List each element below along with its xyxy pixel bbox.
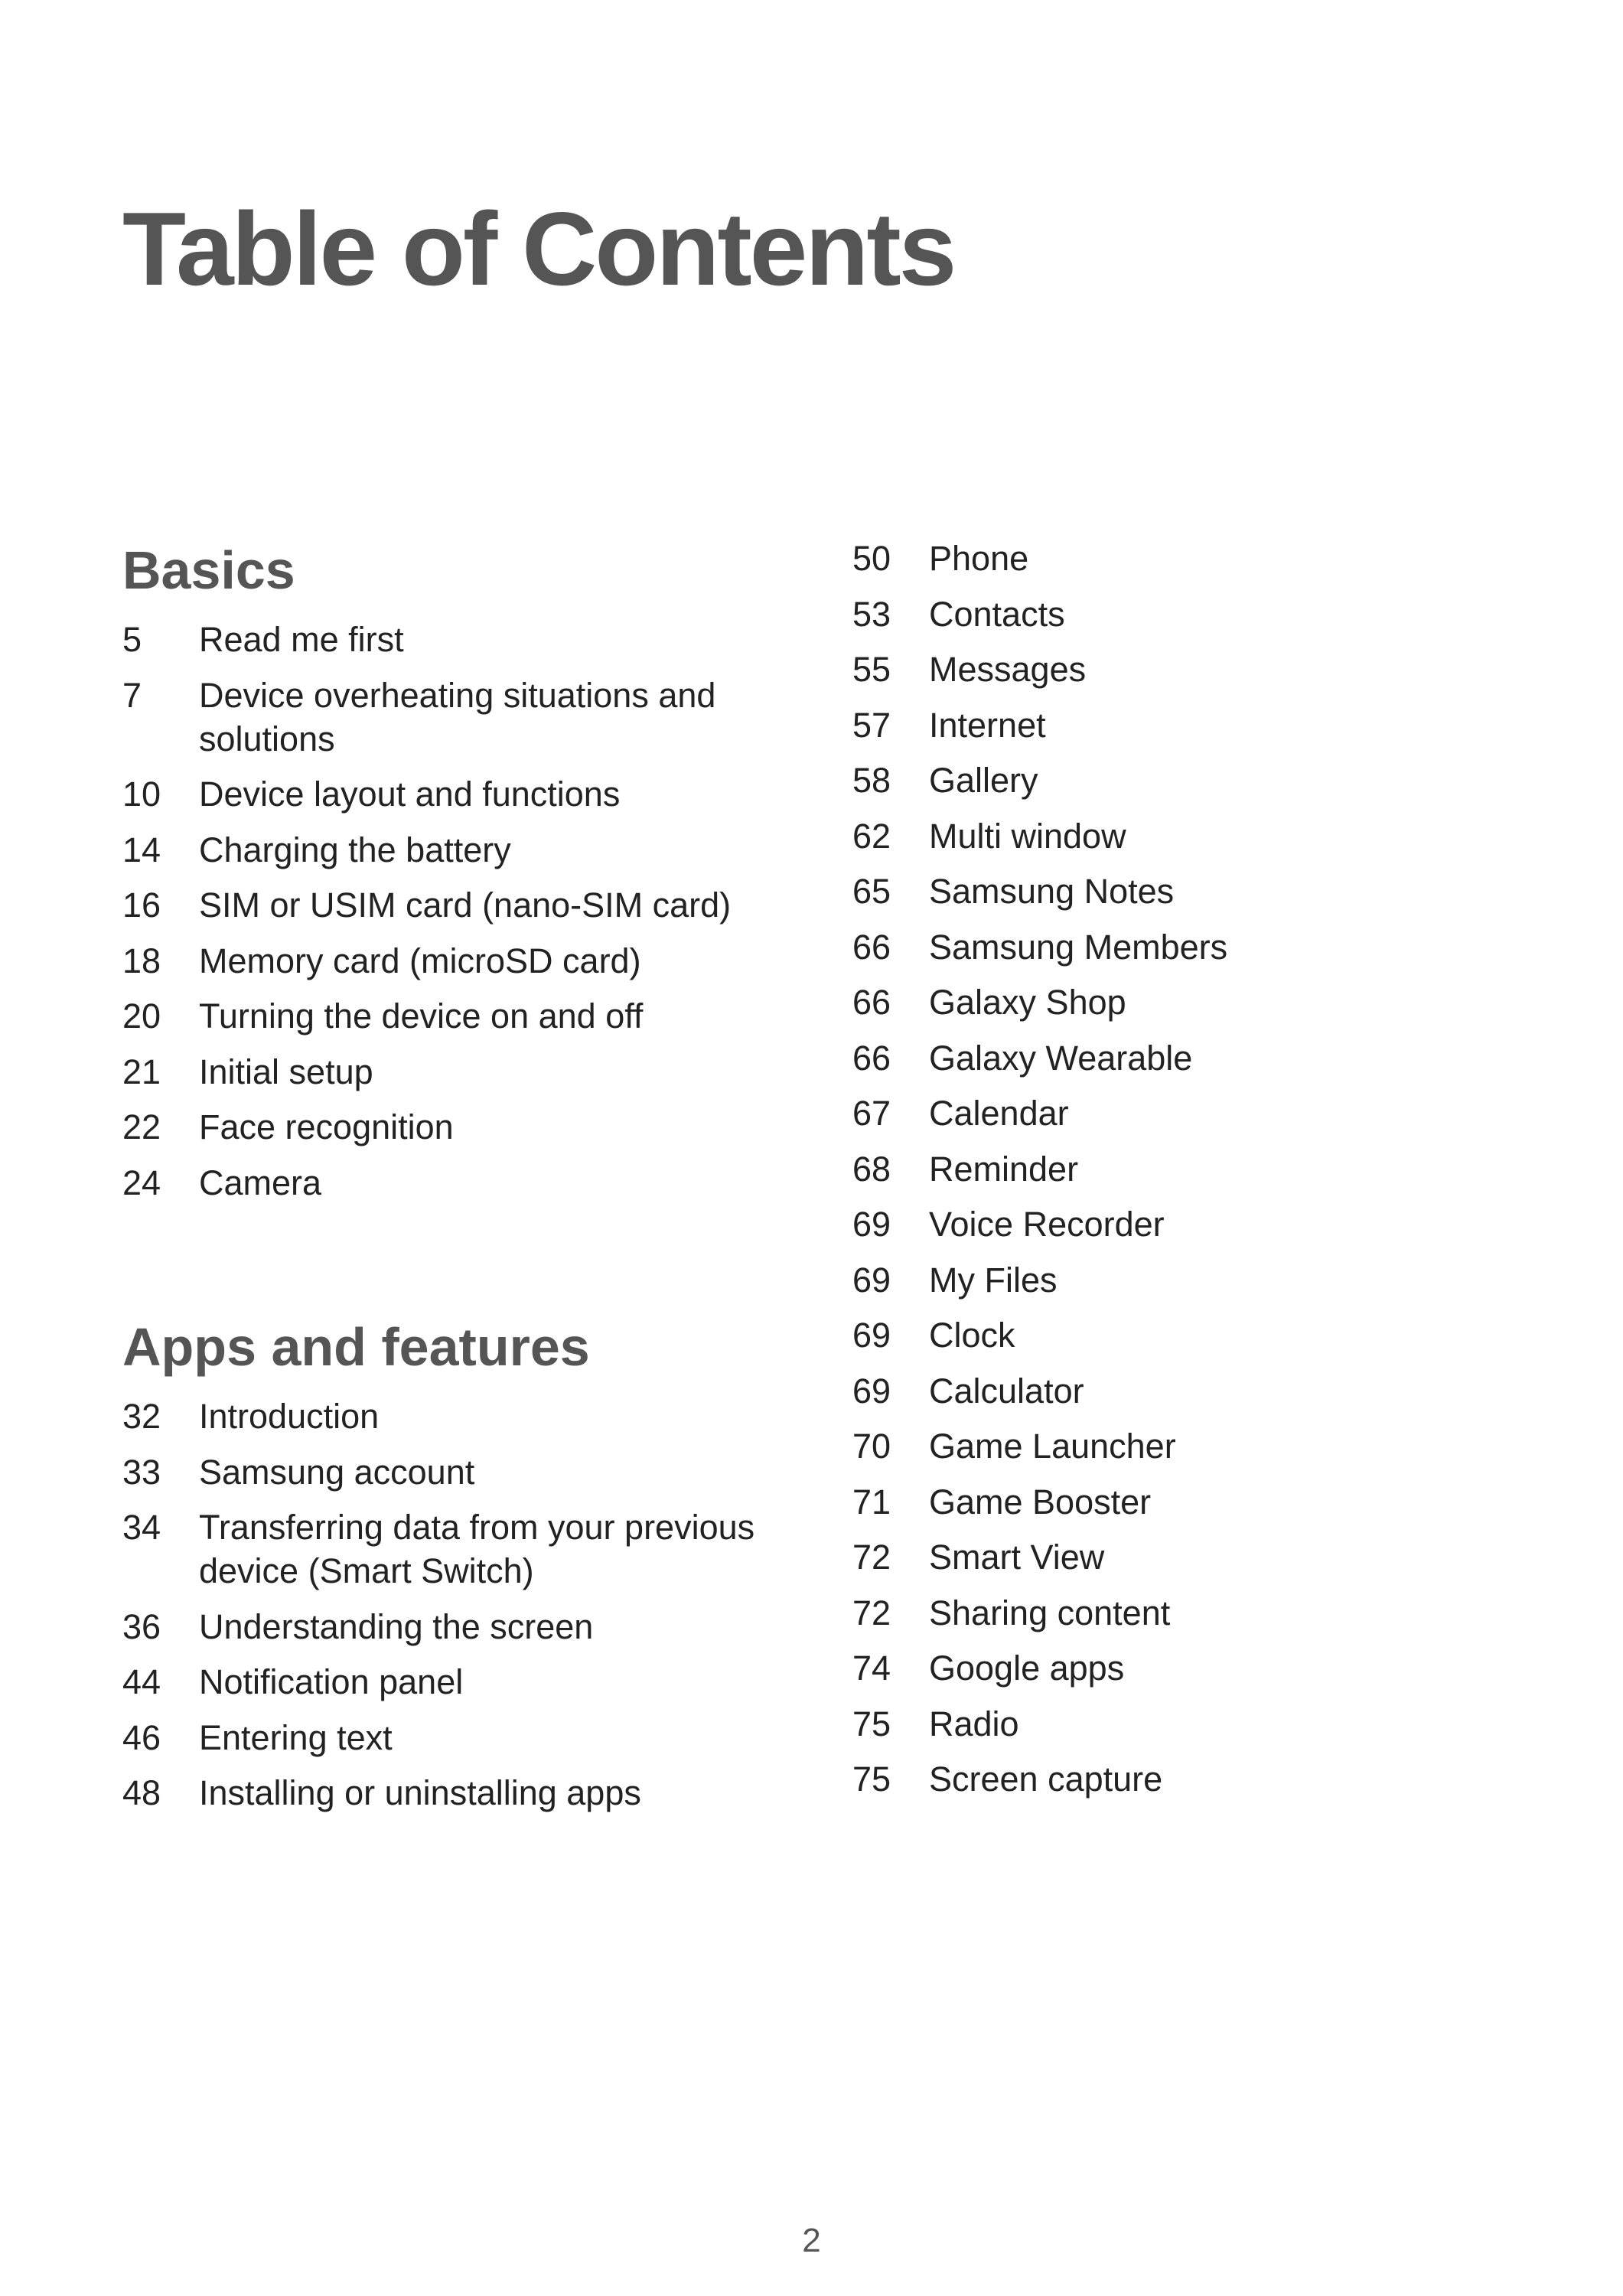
toc-page-number: 34: [122, 1508, 161, 1547]
toc-entry[interactable]: [852, 1702, 1541, 1746]
toc-entry[interactable]: [852, 1369, 1541, 1413]
toc-page-number: 66: [852, 983, 891, 1022]
toc-entry-title: Game Booster: [929, 1482, 1152, 1521]
toc-page-number: 69: [852, 1205, 891, 1244]
toc-page-number: 10: [122, 775, 161, 814]
toc-page-number: 22: [122, 1107, 161, 1146]
toc-entry-title: Samsung Notes: [929, 872, 1175, 911]
toc-entry-title: Samsung Members: [929, 927, 1228, 967]
toc-page-number: 50: [852, 539, 891, 578]
toc-entry[interactable]: [852, 869, 1541, 913]
toc-entry-title: Transferring data from your previous device (Smart Switch): [199, 1508, 755, 1590]
toc-entry-title: Phone: [929, 539, 1029, 578]
toc-entry[interactable]: [852, 1480, 1541, 1524]
toc-page-number: 14: [122, 830, 161, 869]
toc-entry-title: Game Launcher: [929, 1427, 1176, 1466]
toc-entry[interactable]: [122, 828, 781, 872]
toc-entry-title: Initial setup: [199, 1052, 373, 1091]
page-number: 2: [802, 2222, 821, 2259]
toc-entry-title: Introduction: [199, 1397, 380, 1436]
toc-entry-title: Screen capture: [929, 1760, 1163, 1799]
toc-entry[interactable]: [852, 1591, 1541, 1635]
toc-page-number: 69: [852, 1371, 891, 1411]
toc-page-number: 53: [852, 594, 891, 634]
toc-page-number: 75: [852, 1760, 891, 1799]
toc-page-number: 57: [852, 705, 891, 745]
toc-entry[interactable]: [122, 1605, 781, 1649]
toc-page-number: 67: [852, 1094, 891, 1133]
toc-entry-title: Read me first: [199, 620, 404, 659]
toc-page-number: 62: [852, 816, 891, 856]
toc-entry[interactable]: [122, 1450, 781, 1494]
toc-entry-title: SIM or USIM card (nano-SIM card): [199, 885, 732, 925]
toc-entry[interactable]: [122, 1161, 781, 1205]
toc-page-number: 65: [852, 872, 891, 911]
toc-entry[interactable]: [122, 1771, 781, 1815]
toc-page-number: 72: [852, 1593, 891, 1632]
section-heading-basics: Basics: [122, 540, 295, 600]
toc-entry[interactable]: [122, 1660, 781, 1704]
toc-entry[interactable]: [852, 1424, 1541, 1468]
toc-entry[interactable]: [852, 1091, 1541, 1135]
toc-entry-title: Galaxy Shop: [929, 983, 1126, 1022]
toc-entry[interactable]: [852, 647, 1541, 691]
section-heading-apps-and-features: Apps and features: [122, 1317, 590, 1377]
toc-page-number: 5: [122, 620, 142, 659]
toc-page-number: 72: [852, 1538, 891, 1577]
toc-entry-title: Google apps: [929, 1649, 1125, 1688]
toc-entry-title: Device overheating situations and solutions: [199, 675, 716, 758]
toc-page-number: 21: [122, 1052, 161, 1091]
toc-page-number: 55: [852, 650, 891, 689]
toc-entry[interactable]: [852, 536, 1541, 580]
toc-entry-title: Reminder: [929, 1149, 1079, 1189]
toc-page-number: 69: [852, 1260, 891, 1300]
toc-page-number: 69: [852, 1316, 891, 1355]
toc-page-number: 71: [852, 1482, 891, 1521]
toc-entry[interactable]: [852, 980, 1541, 1024]
toc-entry[interactable]: [852, 925, 1541, 969]
toc-entry-title: Charging the battery: [199, 830, 511, 869]
toc-entry[interactable]: [852, 758, 1541, 802]
toc-entry[interactable]: [852, 1646, 1541, 1690]
toc-entry-title: My Files: [929, 1260, 1058, 1300]
toc-page-number: 70: [852, 1427, 891, 1466]
toc-entry-title: Calendar: [929, 1094, 1069, 1133]
toc-entry[interactable]: [122, 1050, 781, 1094]
toc-entry[interactable]: [122, 1105, 781, 1149]
toc-entry[interactable]: [852, 1757, 1541, 1801]
toc-page-number: 18: [122, 941, 161, 980]
toc-entry[interactable]: [852, 1535, 1541, 1579]
toc-page-number: 33: [122, 1452, 161, 1492]
toc-entry-title: Turning the device on and off: [199, 996, 644, 1035]
toc-entry-title: Gallery: [929, 761, 1038, 800]
toc-entry[interactable]: [122, 618, 781, 661]
toc-entry[interactable]: [852, 1202, 1541, 1246]
toc-entry-title: Device layout and functions: [199, 775, 621, 814]
toc-entry-title: Installing or uninstalling apps: [199, 1773, 641, 1812]
toc-entry[interactable]: [122, 883, 781, 927]
toc-list-apps-and-features: [122, 1394, 781, 1827]
toc-entry-title: Smart View: [929, 1538, 1105, 1577]
toc-entry[interactable]: [122, 1716, 781, 1760]
toc-entry-title: Multi window: [929, 816, 1126, 856]
toc-page-number: 66: [852, 927, 891, 967]
toc-entry[interactable]: [122, 1394, 781, 1438]
toc-entry[interactable]: [852, 703, 1541, 747]
toc-page-number: 74: [852, 1649, 891, 1688]
toc-entry-title: Radio: [929, 1704, 1019, 1743]
toc-entry-title: Clock: [929, 1316, 1015, 1355]
toc-entry[interactable]: [852, 814, 1541, 858]
toc-entry-title: Messages: [929, 650, 1087, 689]
page-title: Table of Contents: [122, 191, 955, 307]
toc-page-number: 46: [122, 1717, 161, 1757]
toc-entry-title: Samsung account: [199, 1452, 475, 1492]
toc-entry-title: Understanding the screen: [199, 1606, 594, 1646]
toc-entry-title: Galaxy Wearable: [929, 1038, 1193, 1078]
toc-entry-title: Entering text: [199, 1717, 393, 1757]
toc-entry[interactable]: [122, 994, 781, 1038]
toc-entry-title: Voice Recorder: [929, 1205, 1165, 1244]
toc-entry[interactable]: [852, 1036, 1541, 1080]
toc-page-number: 58: [852, 761, 891, 800]
toc-entry[interactable]: [122, 772, 781, 816]
toc-entry-title: Calculator: [929, 1371, 1084, 1411]
toc-entry[interactable]: [852, 1258, 1541, 1302]
toc-entry-title: Notification panel: [199, 1662, 464, 1701]
toc-entry[interactable]: [852, 1147, 1541, 1191]
toc-entry-title: Camera: [199, 1163, 322, 1202]
toc-entry-title: Face recognition: [199, 1107, 454, 1146]
toc-page-number: 48: [122, 1773, 161, 1812]
toc-entry[interactable]: [852, 592, 1541, 636]
toc-page-number: 75: [852, 1704, 891, 1743]
toc-entry[interactable]: [122, 939, 781, 983]
toc-page-number: 68: [852, 1149, 891, 1189]
toc-page-number: 44: [122, 1662, 161, 1701]
toc-page-number: 16: [122, 885, 161, 925]
toc-entry-title: Contacts: [929, 594, 1065, 634]
toc-page-number: 7: [122, 675, 142, 715]
toc-entry[interactable]: [852, 1313, 1541, 1357]
toc-entry[interactable]: [122, 673, 781, 761]
toc-entry-title: Memory card (microSD card): [199, 941, 641, 980]
toc-page-number: 32: [122, 1397, 161, 1436]
toc-entry[interactable]: [122, 1505, 781, 1593]
toc-list-apps-continued: [852, 536, 1541, 1813]
toc-page-number: 24: [122, 1163, 161, 1202]
toc-page-number: 36: [122, 1606, 161, 1646]
toc-entry-title: Internet: [929, 705, 1046, 745]
toc-list-basics: [122, 618, 781, 1216]
toc-page-number: 20: [122, 996, 161, 1035]
toc-entry-title: Sharing content: [929, 1593, 1171, 1632]
toc-page-number: 66: [852, 1038, 891, 1078]
